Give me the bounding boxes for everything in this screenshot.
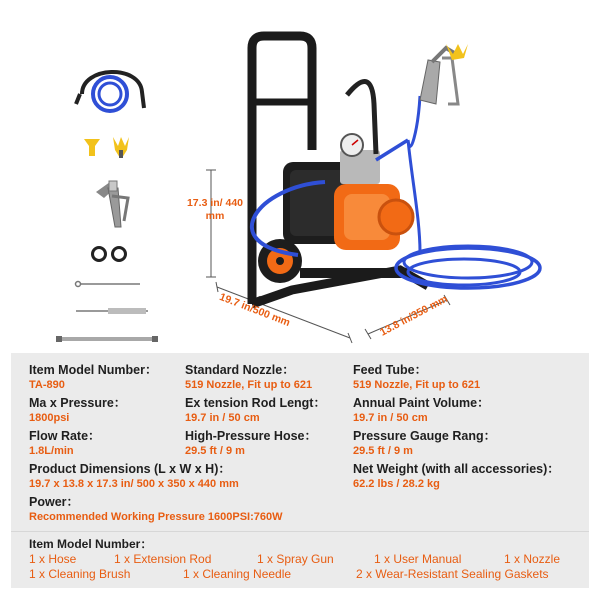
spec-value: 29.5 ft / 9 m (185, 445, 245, 457)
depth-dimension-label: 13.8 in/350 mm (378, 292, 450, 339)
extension-rod-icon (56, 336, 158, 342)
spec-value: 19.7 in / 50 cm (353, 412, 428, 424)
spec-pressure-gauge (353, 429, 496, 458)
included-item: 2 x Wear-Resistant Sealing Gaskets (356, 567, 549, 581)
cleaning-brush-icon (76, 308, 148, 314)
spec-value: 1.8L/min (29, 445, 74, 457)
spec-standard-nozzle (185, 363, 312, 392)
spec-feed-tube (353, 363, 480, 392)
spec-value: 519 Nozzle, Fit up to 621 (353, 379, 481, 391)
included-item: 1 x Cleaning Needle (183, 567, 292, 581)
spec-max-pressure (29, 396, 126, 425)
included-item: 1 x Extension Rod (114, 552, 212, 566)
spec-value: 519 Nozzle, Fit up to 621 (185, 379, 313, 391)
spec-label: Ma x Pressure： (29, 396, 127, 410)
spec-item-model (29, 363, 158, 392)
spec-extension-rod (185, 396, 326, 425)
included-item: 1 x Hose (29, 552, 77, 566)
spec-label: Standard Nozzle： (185, 363, 295, 377)
included-items-title: Item Model Number： (29, 537, 153, 551)
hose-accessory-icon (76, 72, 144, 111)
spec-value: 1800psi (29, 412, 70, 424)
sealing-gasket-icon (93, 248, 126, 261)
spec-label: Ex tension Rod Lengt： (185, 396, 326, 410)
spec-value: 29.5 ft / 9 m (353, 445, 413, 457)
included-items-panel (11, 532, 589, 588)
spec-label: Annual Paint Volume： (353, 396, 490, 410)
spec-high-pressure-hose (185, 429, 317, 458)
included-item: 1 x User Manual (374, 552, 462, 566)
spec-label: Item Model Number： (29, 363, 158, 377)
spray-gun-accessory-icon (96, 181, 128, 227)
width-dimension-label: 19.7 in/500 mm (217, 291, 292, 329)
included-item: 1 x Nozzle (504, 552, 561, 566)
spec-label: High-Pressure Hose： (185, 429, 317, 443)
paint-sprayer-machine (252, 36, 540, 304)
spec-flow-rate (29, 429, 101, 458)
spec-product-dimensions (29, 462, 239, 491)
spec-value: TA-890 (29, 379, 65, 391)
spec-label: Product Dimensions (L x W x H)： (29, 462, 231, 476)
specifications-panel (11, 353, 589, 534)
included-item: 1 x Spray Gun (257, 552, 334, 566)
spec-label: Feed Tube： (353, 363, 428, 377)
spec-label: Power： (29, 495, 80, 509)
spec-value: Recommended Working Pressure 1600PSI:760W (29, 511, 283, 523)
spec-value: 19.7 x 13.8 x 17.3 in/ 500 x 350 x 440 mm (29, 478, 239, 490)
spec-label: Net Weight (with all accessories)： (353, 462, 560, 476)
nozzle-accessory-icon (84, 137, 129, 158)
cleaning-needle-icon (76, 282, 141, 287)
spec-annual-paint-volume (353, 396, 490, 425)
spec-power (29, 495, 283, 524)
spec-label: Pressure Gauge Rang： (353, 429, 497, 443)
spec-label: Flow Rate： (29, 429, 101, 443)
spec-net-weight (353, 462, 560, 491)
spec-value: 62.2 lbs / 28.2 kg (353, 478, 440, 490)
height-dimension-label: 17.3 in/ 440 mm (186, 197, 244, 222)
spec-value: 19.7 in / 50 cm (185, 412, 260, 424)
included-item: 1 x Cleaning Brush (29, 567, 131, 581)
